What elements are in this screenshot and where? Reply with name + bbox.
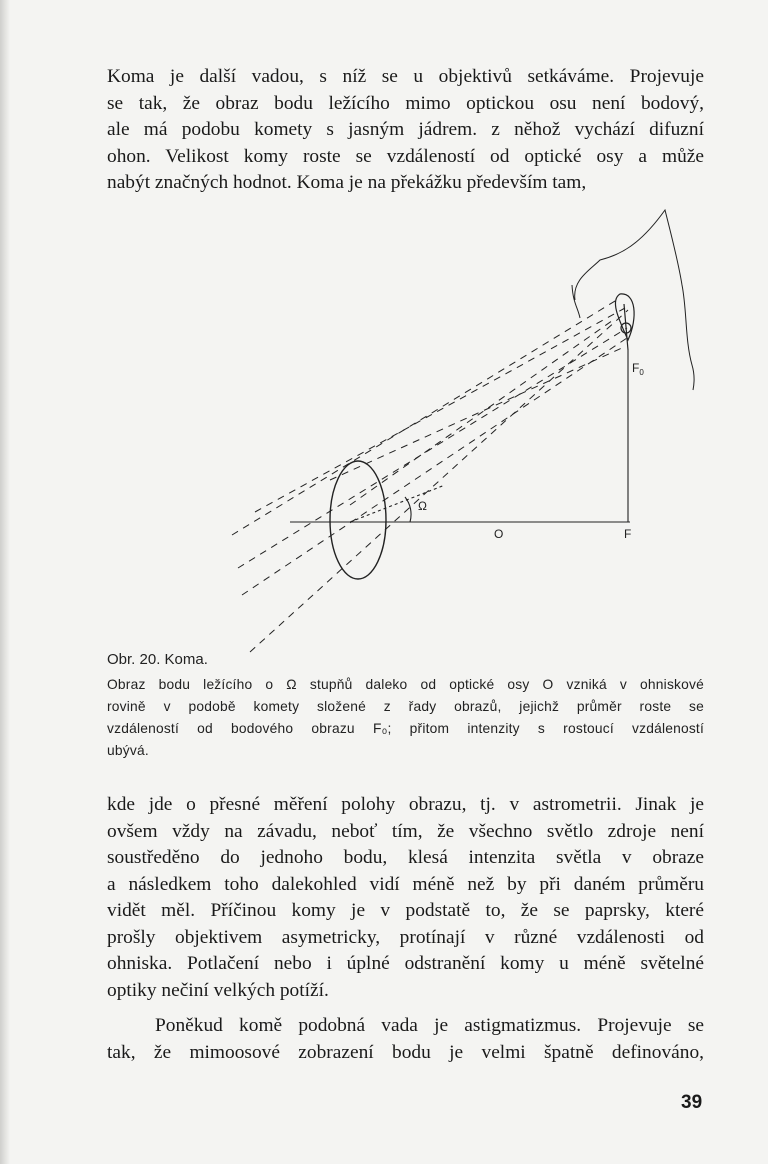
ray: [242, 336, 630, 595]
text-line: ovšem vždy na závadu, neboť tím, že všechno světlo zdroje není: [107, 820, 704, 842]
caption-line: Obraz bodu ležícího o Ω stupňů daleko od optické osy O vzniká v ohniskové: [107, 677, 704, 692]
page-edge: [0, 0, 10, 1164]
lens-icon: [330, 461, 386, 579]
paragraph-1: [107, 64, 704, 197]
label-f: F: [624, 527, 632, 541]
text-line: vidět měl. Příčinou komy je v podstatě to, že se paprsky, které: [107, 900, 704, 921]
text-line: prošly objektivem asymetricky, protínají v různé vzdálenosti od: [107, 926, 704, 948]
text-line: nabýt značných hodnot. Koma je na překážku především tam,: [107, 172, 587, 193]
text-line: soustředěno do jednoho bodu, klesá intenzita světla v obraze: [107, 847, 704, 868]
figure-caption-body: [107, 674, 704, 762]
caption-line: rovině v podobě komety složené z řady obrazů, jejichž průměr roste se: [107, 699, 704, 714]
ray: [350, 318, 616, 505]
figure-caption-title: Obr. 20. Koma.: [107, 651, 208, 668]
label-o: O: [494, 527, 504, 541]
text-line: ohon. Velikost komy roste se vzdáleností od optické osy a může: [107, 145, 704, 167]
text-line: ale má podobu komety s jasným jádrem. z něhož vychází difuzní: [107, 119, 704, 140]
text-line: tak, že mimoosové zobrazení bodu je velmi špatně definováno,: [107, 1041, 704, 1063]
label-omega: Ω: [418, 499, 427, 513]
text-line: Koma je další vadou, s níž se u objektivů setkáváme. Projevuje: [107, 66, 704, 87]
ray: [330, 348, 622, 480]
text-line: ohniska. Potlačení nebo i úplné odstranění komy u méně světelné: [107, 953, 704, 974]
paragraph-3: [107, 1013, 704, 1066]
text-line: se tak, že obraz bodu ležícího mimo optickou osu není bodový,: [107, 92, 704, 114]
caption-line: ubývá.: [107, 743, 149, 758]
text-line: kde jde o přesné měření polohy obrazu, tj. v astrometrii. Jinak je: [107, 794, 704, 815]
caption-line: vzdáleností od bodového obrazu F₀; přitom intenzity s rostoucí vzdáleností: [107, 721, 704, 736]
text-line: optiky nečiní velkých potíží.: [107, 979, 329, 1001]
ray: [250, 310, 628, 652]
label-f0: $F_0$: [632, 361, 644, 377]
coma-figure: [200, 200, 720, 680]
ray: [255, 308, 625, 512]
paragraph-2: [107, 792, 704, 1004]
coma-spot: [615, 294, 634, 350]
page-number: 39: [681, 1092, 703, 1113]
text-line: Poněkud komě podobná vada je astigmatizmus. Projevuje se: [155, 1015, 704, 1036]
text-line: a následkem toho dalekohled vidí méně než by při daném průměru: [107, 873, 704, 895]
